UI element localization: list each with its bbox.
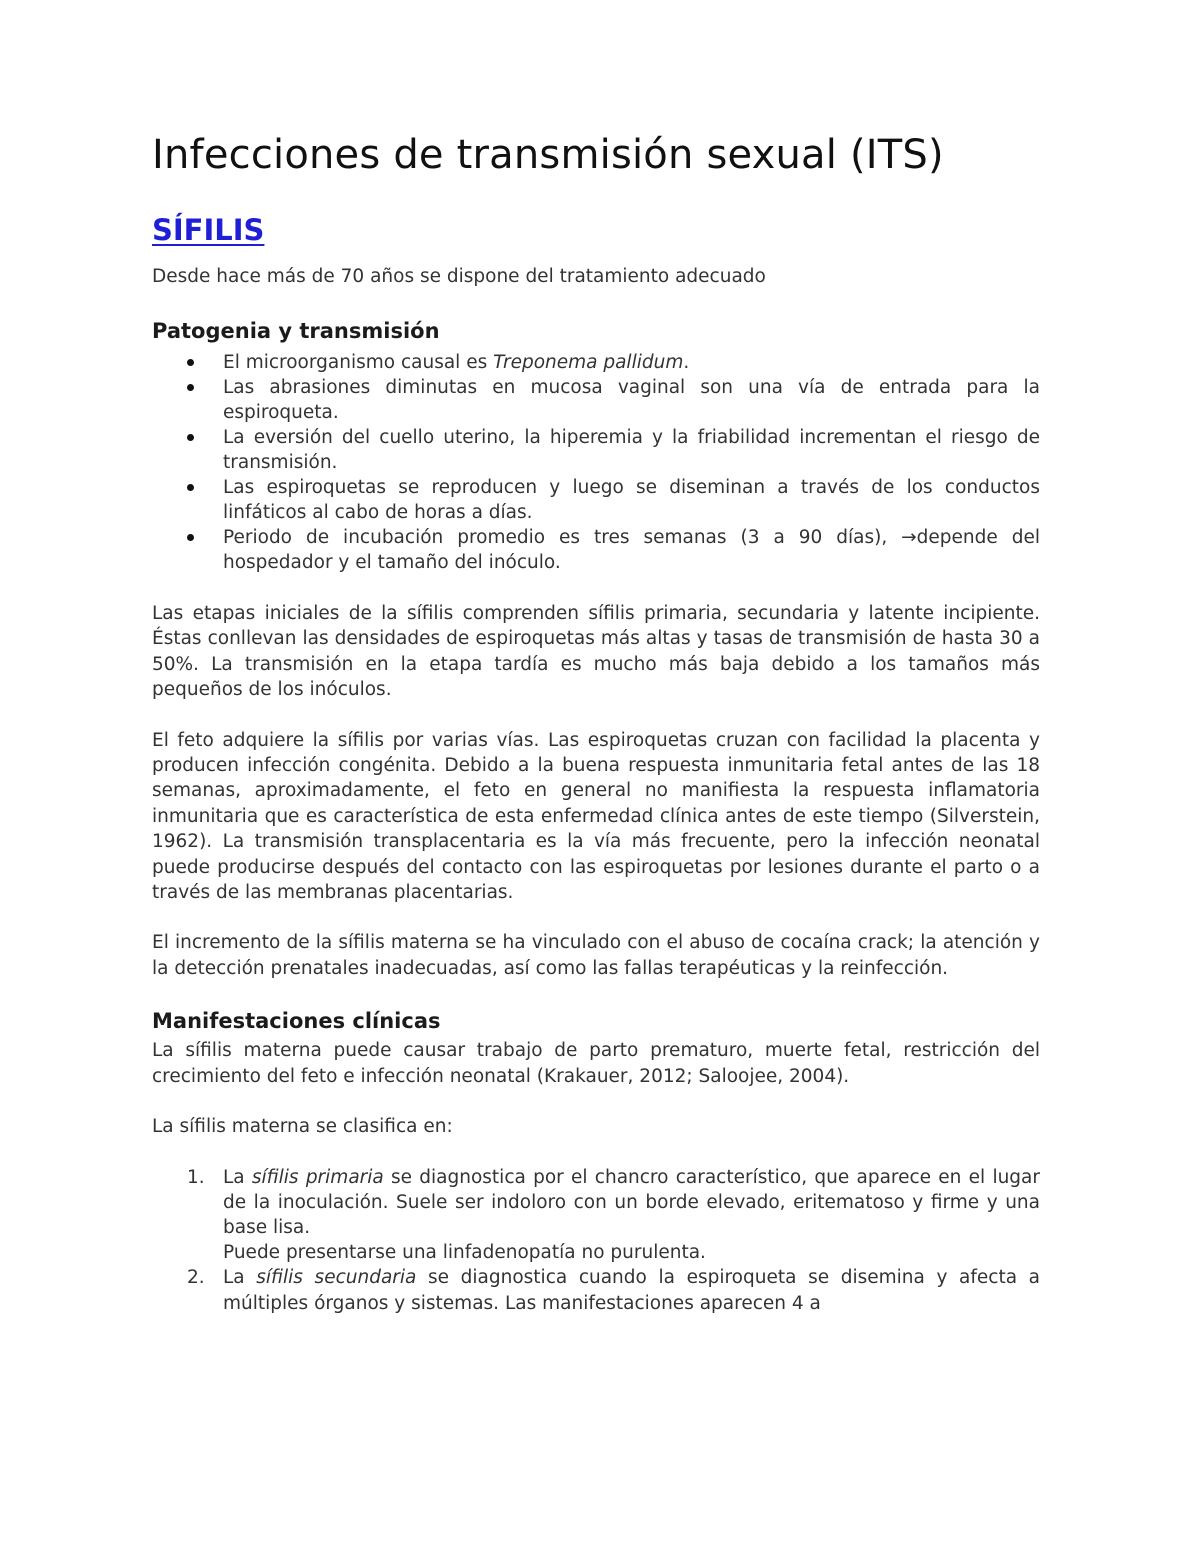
section-link-sifilis[interactable]: SÍFILIS [152,213,265,247]
list-number: 2. [187,1267,205,1289]
bullet-icon [187,434,194,441]
paragraph-etapas: Las etapas iniciales de la sífilis comprenden sífilis primaria, secundaria y latente incipiente. Éstas conllevan las densidades de espiroquetas más altas y tasas de transmisión de hasta 30 a 50%. La transmisión en la etapa tardía es mucho más baja debido a los tamaños más pequeños de los inóculos. [152,603,1040,701]
list-item-text: se diagnostica cuando la espiroqueta se disemina y afecta a múltiples órganos y sistemas. Las manifestaciones aparecen 4 a [223,1267,1041,1314]
list-item [223,525,1040,575]
list-item-text: . [683,352,690,373]
list-item-text: El microorganismo causal es [223,352,494,373]
bullet-icon [187,484,194,491]
paragraph-incremento: El incremento de la sífilis materna se ha vinculado con el abuso de cocaína crack; la atención y la detección prenatales inadecuadas, así como las fallas terapéuticas y la reinfección. [152,932,1040,979]
paragraph-feto: El feto adquiere la sífilis por varias vías. Las espiroquetas cruzan con facilidad la placenta y producen infección congénita. Debido a la buena respuesta inmunitaria fetal antes de las 18 semanas, aproximadamente, el feto en general no manifiesta la respuesta inflamatoria inmunitaria que es característica de esta enfermedad clínica antes de este tiempo (Silverstein, 1962). La transmisión transplacentaria es la vía más frecuente, pero la infección neonatal puede producirse después del contacto con las espiroquetas por lesiones durante el parto o a través de las membranas placentarias. [152,729,1040,904]
list-item-text: La [223,1267,257,1289]
document-page [152,128,1040,1316]
bullet-icon [187,359,194,366]
list-item [187,1165,1040,1266]
clasificacion-list [152,1165,1040,1316]
list-item-text: Periodo de incubación promedio es tres semanas (3 a 90 días), →depende del hospedador y el tamaño del inóculo. [223,527,1040,573]
patogenia-list [152,350,1040,575]
heading-patogenia: Patogenia y transmisión [152,319,440,343]
list-item [223,475,1040,525]
intro-text: Desde hace más de 70 años se dispone del tratamiento adecuado [152,266,766,287]
list-item [187,1265,1041,1315]
list-item-text: La eversión del cuello uterino, la hiperemia y la friabilidad incrementan el riesgo de transmisión. [223,427,1040,473]
bullet-icon [187,384,194,391]
list-item-text: Las espiroquetas se reproducen y luego se diseminan a través de los conductos linfáticos al cabo de horas a días. [223,477,1040,523]
list-item [223,350,1040,375]
list-item-italic-text: sífilis primaria [251,1166,384,1188]
paragraph-clasificacion: La sífilis materna se clasifica en: [152,1116,453,1138]
list-item [223,425,1040,475]
list-number: 1. [187,1166,205,1188]
paragraph-manifestaciones: La sífilis materna puede causar trabajo de parto prematuro, muerte fetal, restricción del crecimiento del feto e infección neonatal (Krakauer, 2012; Saloojee, 2004). [152,1040,1040,1087]
heading-manifestaciones: Manifestaciones clínicas [152,1009,441,1034]
list-item-text: La [223,1166,252,1188]
list-item [223,375,1040,425]
list-item-italic-text: Treponema pallidum [493,352,684,373]
document-title: Infecciones de transmisión sexual (ITS) [152,132,944,178]
list-item-text: Las abrasiones diminutas en mucosa vaginal son una vía de entrada para la espiroqueta. [223,377,1040,423]
list-item-italic-text: sífilis secundaria [256,1267,417,1289]
list-item-text: Puede presentarse una linfadenopatía no purulenta. [223,1242,706,1264]
list-item-text: se diagnostica por el chancro característico, que aparece en el lugar de la inoculación. Suele ser indoloro con un borde elevado, eritematoso y firme y una base lisa. [223,1166,1040,1238]
bullet-icon [187,534,194,541]
